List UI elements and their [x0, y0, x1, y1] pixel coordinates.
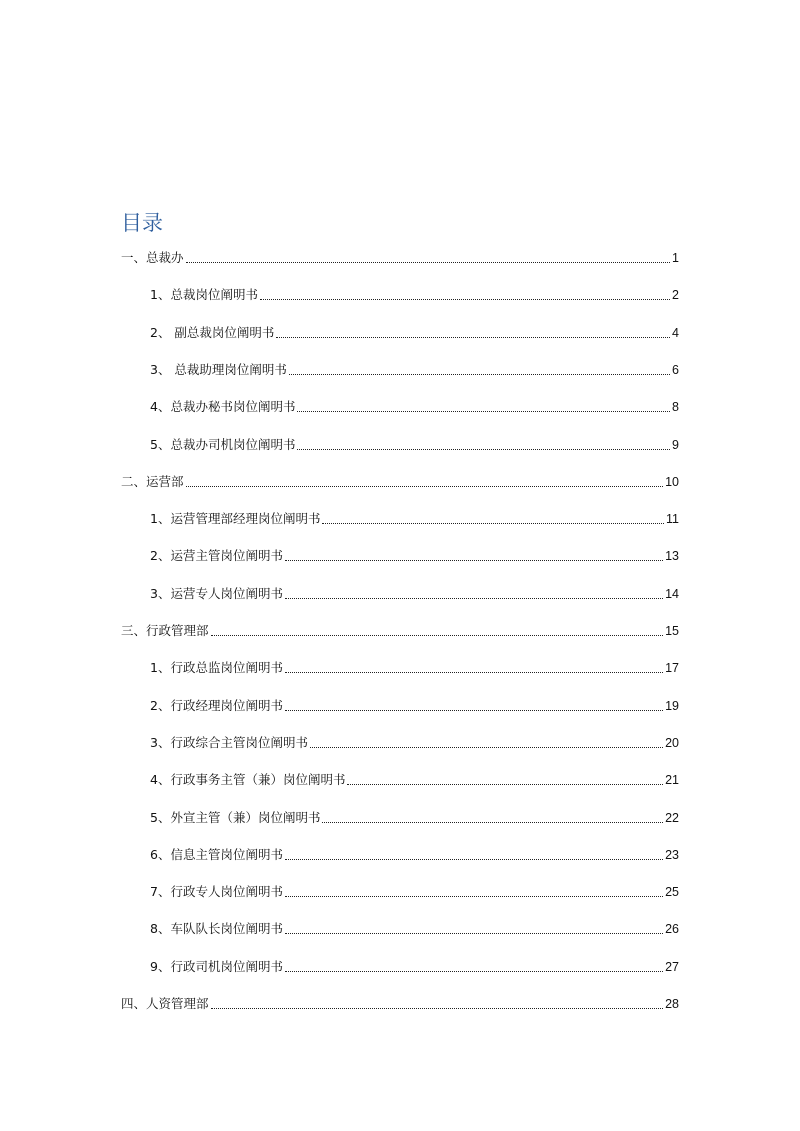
toc-entry-page-number: 10: [665, 475, 679, 489]
toc-dot-leader: [347, 783, 663, 785]
toc-entry-label: 1、总裁岗位阐明书: [150, 287, 258, 302]
toc-entry[interactable]: [150, 957, 679, 977]
toc-entry-page-number: 21: [665, 773, 679, 787]
toc-entry-label: 四、人资管理部: [121, 996, 209, 1011]
toc-dot-leader: [297, 410, 670, 412]
toc-entry-label: 4、行政事务主管（兼）岗位阐明书: [150, 772, 346, 787]
toc-entry-label: 1、行政总监岗位阐明书: [150, 660, 283, 675]
toc-entry-page-number: 14: [665, 587, 679, 601]
toc-entry[interactable]: [150, 919, 679, 939]
toc-entry[interactable]: [150, 397, 679, 417]
toc-entry-label: 3、 总裁助理岗位阐明书: [150, 362, 287, 377]
toc-entry[interactable]: [121, 472, 679, 492]
toc-entry-page-number: 27: [665, 960, 679, 974]
toc-entry-label: 三、行政管理部: [121, 623, 209, 638]
toc-entry-page-number: 23: [665, 848, 679, 862]
toc-dot-leader: [310, 746, 663, 748]
toc-entry-label: 1、运营管理部经理岗位阐明书: [150, 511, 321, 526]
toc-dot-leader: [285, 858, 663, 860]
toc-entry-label: 2、运营主管岗位阐明书: [150, 548, 283, 563]
toc-dot-leader: [211, 1007, 664, 1009]
toc-entry-page-number: 8: [672, 400, 679, 414]
toc-entry-label: 9、行政司机岗位阐明书: [150, 959, 283, 974]
toc-entry[interactable]: [150, 882, 679, 902]
toc-dot-leader: [322, 821, 663, 823]
toc-dot-leader: [285, 671, 663, 673]
toc-entry-label: 5、外宣主管（兼）岗位阐明书: [150, 810, 321, 825]
toc-entry[interactable]: [150, 323, 679, 343]
toc-entry[interactable]: [121, 994, 679, 1014]
toc-entry[interactable]: [150, 733, 679, 753]
toc-dot-leader: [285, 932, 663, 934]
toc-entry-label: 5、总裁办司机岗位阐明书: [150, 437, 296, 452]
toc-dot-leader: [276, 336, 670, 338]
toc-dot-leader: [186, 485, 664, 487]
toc-title: 目录: [121, 211, 163, 235]
toc-entry[interactable]: [121, 248, 679, 268]
toc-entry[interactable]: [121, 621, 679, 641]
toc-entry-page-number: 17: [665, 661, 679, 675]
toc-dot-leader: [285, 559, 663, 561]
toc-dot-leader: [285, 970, 663, 972]
toc-dot-leader: [285, 597, 663, 599]
toc-entry-label: 3、运营专人岗位阐明书: [150, 586, 283, 601]
toc-entry[interactable]: [150, 770, 679, 790]
toc-dot-leader: [289, 373, 670, 375]
toc-entry[interactable]: [150, 808, 679, 828]
toc-entry[interactable]: [150, 285, 679, 305]
toc-entry-page-number: 4: [672, 326, 679, 340]
toc-entry-label: 6、信息主管岗位阐明书: [150, 847, 283, 862]
toc-entry-label: 8、车队队长岗位阐明书: [150, 921, 283, 936]
toc-entry-page-number: 11: [666, 512, 679, 526]
toc-entry-page-number: 13: [665, 549, 679, 563]
toc-entry-page-number: 26: [665, 922, 679, 936]
toc-entry-page-number: 28: [665, 997, 679, 1011]
toc-entry-page-number: 6: [672, 363, 679, 377]
toc-entry-label: 4、总裁办秘书岗位阐明书: [150, 399, 296, 414]
toc-entry-page-number: 25: [665, 885, 679, 899]
toc-entry[interactable]: [150, 435, 679, 455]
toc-dot-leader: [322, 522, 664, 524]
toc-dot-leader: [186, 261, 671, 263]
toc-entry-page-number: 15: [665, 624, 679, 638]
toc-entry-page-number: 19: [665, 699, 679, 713]
toc-dot-leader: [297, 448, 670, 450]
toc-entry-label: 2、行政经理岗位阐明书: [150, 698, 283, 713]
toc-dot-leader: [260, 298, 670, 300]
toc-entry[interactable]: [150, 546, 679, 566]
toc-entry-page-number: 9: [672, 438, 679, 452]
toc-entry[interactable]: [150, 584, 679, 604]
toc-entry[interactable]: [150, 696, 679, 716]
toc-entry-label: 二、运营部: [121, 474, 184, 489]
toc-dot-leader: [285, 895, 663, 897]
toc-entry-page-number: 20: [665, 736, 679, 750]
toc-entry[interactable]: [150, 845, 679, 865]
toc-dot-leader: [285, 709, 663, 711]
toc-entry-label: 7、行政专人岗位阐明书: [150, 884, 283, 899]
toc-entry-page-number: 22: [665, 811, 679, 825]
toc-entry-label: 一、总裁办: [121, 250, 184, 265]
toc-entry[interactable]: [150, 360, 679, 380]
toc-entry-label: 2、 副总裁岗位阐明书: [150, 325, 275, 340]
toc-entry[interactable]: [150, 509, 679, 529]
toc-entry-page-number: 1: [672, 251, 679, 265]
toc-dot-leader: [211, 634, 664, 636]
toc-entry[interactable]: [150, 658, 679, 678]
toc-entry-label: 3、行政综合主管岗位阐明书: [150, 735, 308, 750]
toc-entry-page-number: 2: [672, 288, 679, 302]
